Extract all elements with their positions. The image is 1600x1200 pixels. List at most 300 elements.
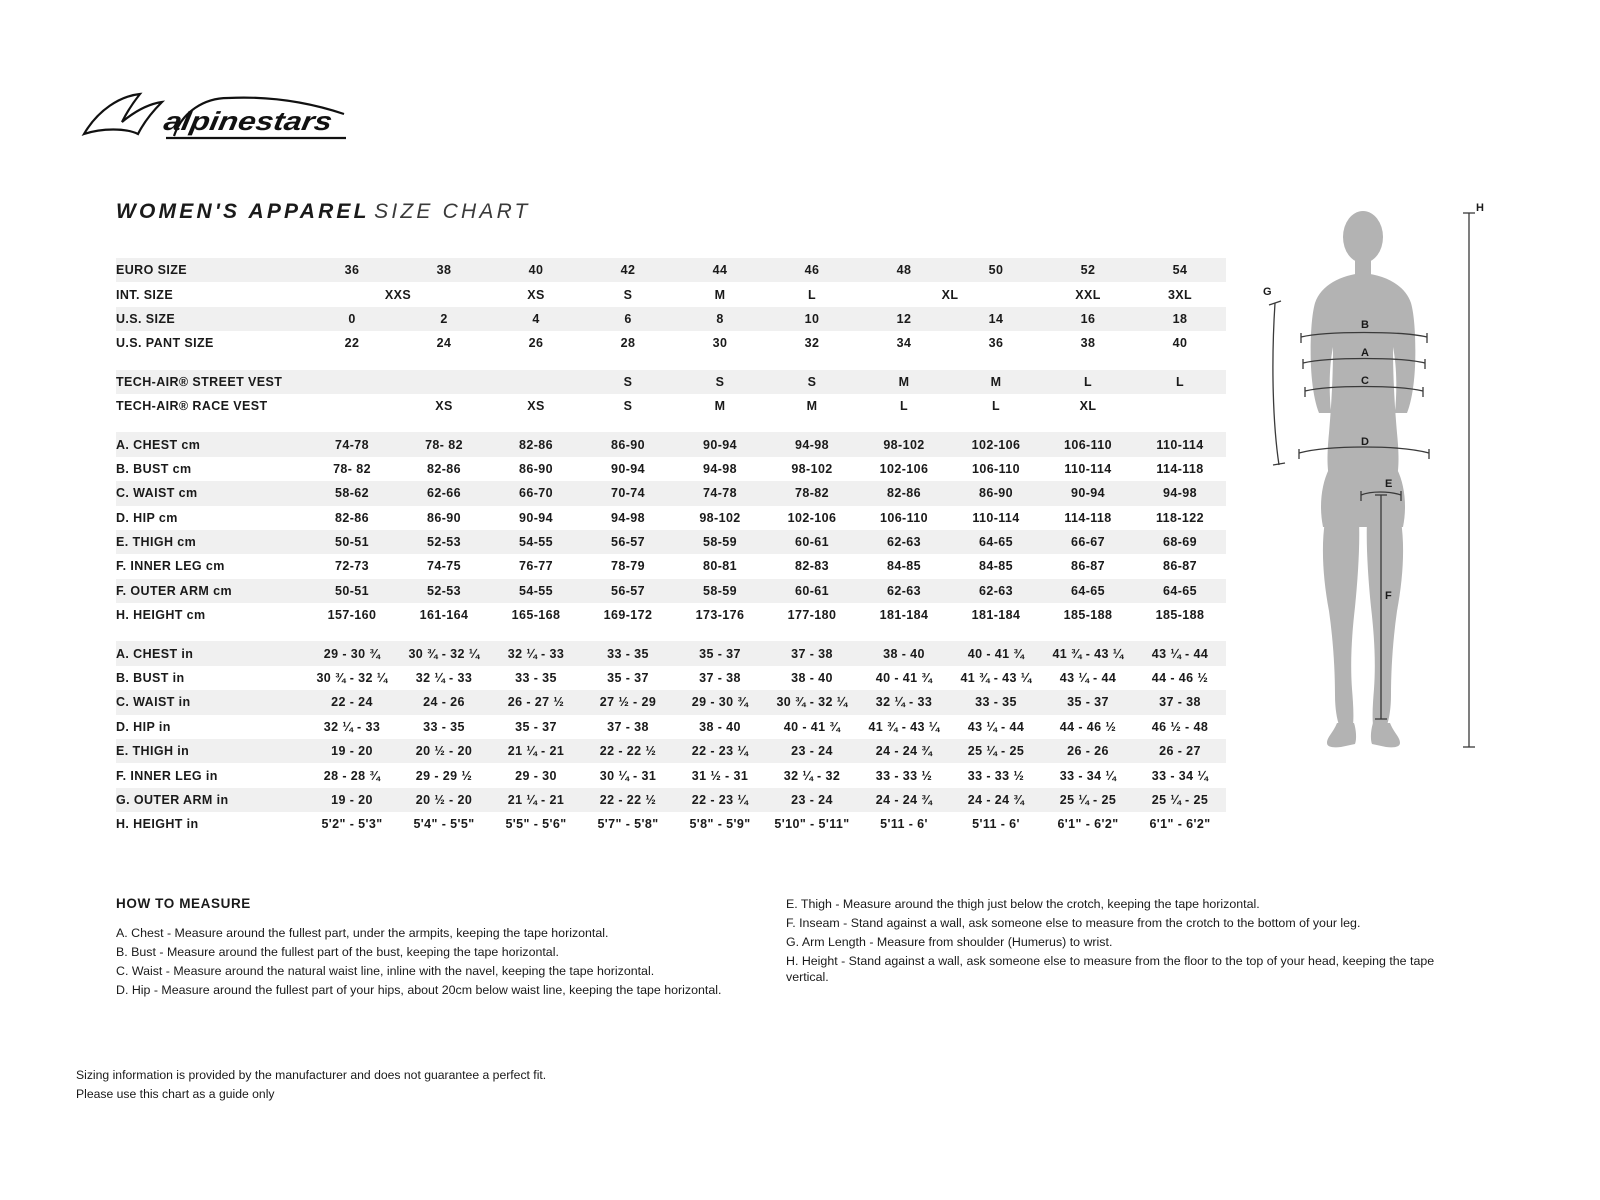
row-label: G. OUTER ARM in <box>116 788 306 812</box>
table-cell: 23 - 24 <box>766 788 858 812</box>
table-cell: 41 ¾ - 43 ¼ <box>858 715 950 739</box>
table-cell: 10 <box>766 307 858 331</box>
table-cell: 86-87 <box>1042 554 1134 578</box>
table-cell: 5'2" - 5'3" <box>306 812 398 836</box>
page-title-bold: WOMEN'S APPAREL <box>116 200 370 223</box>
table-cell: 29 - 30 <box>490 763 582 787</box>
table-cell: 86-90 <box>582 432 674 456</box>
table-row <box>116 579 1226 603</box>
figure-label-h: H <box>1476 202 1484 214</box>
table-cell: 90-94 <box>582 457 674 481</box>
row-label: U.S. PANT SIZE <box>116 331 306 355</box>
table-cell: 26 - 26 <box>1042 739 1134 763</box>
table-cell: 29 - 29 ½ <box>398 763 490 787</box>
table-row <box>116 432 1226 456</box>
table-cell: 94-98 <box>1134 481 1226 505</box>
table-cell: 86-90 <box>398 506 490 530</box>
table-cell: 114-118 <box>1042 506 1134 530</box>
table-cell: 102-106 <box>858 457 950 481</box>
table-cell: 64-65 <box>1042 579 1134 603</box>
table-cell: 32 ¼ - 33 <box>306 715 398 739</box>
table-cell: 35 - 37 <box>1042 690 1134 714</box>
table-cell: XL <box>1042 394 1134 418</box>
table-cell: 22 - 23 ¼ <box>674 788 766 812</box>
row-label: B. BUST in <box>116 666 306 690</box>
table-cell: S <box>674 370 766 394</box>
table-cell: 22 - 24 <box>306 690 398 714</box>
table-cell: 169-172 <box>582 603 674 627</box>
table-cell: M <box>858 370 950 394</box>
row-label: TECH-AIR® RACE VEST <box>116 394 306 418</box>
table-cell: 36 <box>306 258 398 282</box>
table-cell: 31 ½ - 31 <box>674 763 766 787</box>
table-cell: XL <box>858 282 1042 306</box>
table-cell: 110-114 <box>1134 432 1226 456</box>
table-cell: 50 <box>950 258 1042 282</box>
table-cell: 21 ¼ - 21 <box>490 788 582 812</box>
table-cell: 33 - 33 ½ <box>950 763 1042 787</box>
table-cell: 78-79 <box>582 554 674 578</box>
table-cell: 27 ½ - 29 <box>582 690 674 714</box>
table-cell: 35 - 37 <box>674 641 766 665</box>
table-cell: 6'1" - 6'2" <box>1042 812 1134 836</box>
table-cell: 82-86 <box>858 481 950 505</box>
table-cell: 94-98 <box>582 506 674 530</box>
how-to-measure-item: B. Bust - Measure around the fullest part of the bust, keeping the tape horizontal. <box>116 945 559 959</box>
how-to-measure-section <box>116 896 816 1001</box>
table-cell: 114-118 <box>1134 457 1226 481</box>
table-row <box>116 739 1226 763</box>
table-row <box>116 812 1226 836</box>
table-cell: 29 - 30 ¾ <box>674 690 766 714</box>
table-row <box>116 282 1226 306</box>
table-cell: M <box>766 394 858 418</box>
table-cell: 30 ¾ - 32 ¼ <box>766 690 858 714</box>
figure-label-e: E <box>1385 478 1393 490</box>
row-label: C. WAIST in <box>116 690 306 714</box>
table-cell: 19 - 20 <box>306 739 398 763</box>
female-body-diagram <box>1255 195 1515 765</box>
table-cell: 30 ¾ - 32 ¼ <box>306 666 398 690</box>
table-cell: 21 ¼ - 21 <box>490 739 582 763</box>
row-label: U.S. SIZE <box>116 307 306 331</box>
table-spacer-cell <box>116 627 1226 641</box>
row-label: D. HIP in <box>116 715 306 739</box>
table-cell: 76-77 <box>490 554 582 578</box>
table-cell: 6'1" - 6'2" <box>1134 812 1226 836</box>
body-silhouette <box>1311 211 1416 747</box>
table-cell: 44 <box>674 258 766 282</box>
row-label: B. BUST cm <box>116 457 306 481</box>
table-row <box>116 307 1226 331</box>
table-cell: 94-98 <box>766 432 858 456</box>
how-to-measure-item: F. Inseam - Stand against a wall, ask someone else to measure from the crotch to the bottom of your leg. <box>786 916 1361 930</box>
table-cell: 5'11 - 6' <box>950 812 1042 836</box>
table-cell: S <box>766 370 858 394</box>
table-cell: 56-57 <box>582 530 674 554</box>
table-cell: 24 - 24 ¾ <box>950 788 1042 812</box>
table-cell: 72-73 <box>306 554 398 578</box>
table-cell: 32 ¼ - 33 <box>490 641 582 665</box>
row-label: A. CHEST in <box>116 641 306 665</box>
table-cell: L <box>766 282 858 306</box>
table-cell: 37 - 38 <box>674 666 766 690</box>
size-table <box>116 258 1226 837</box>
table-cell: 98-102 <box>674 506 766 530</box>
row-label: H. HEIGHT in <box>116 812 306 836</box>
table-cell: 32 <box>766 331 858 355</box>
table-cell: 33 - 33 ½ <box>858 763 950 787</box>
table-cell: 44 - 46 ½ <box>1042 715 1134 739</box>
table-cell: XS <box>490 394 582 418</box>
how-to-measure-item: C. Waist - Measure around the natural waist line, inline with the navel, keeping the tape horizontal. <box>116 964 655 978</box>
table-cell: 185-188 <box>1134 603 1226 627</box>
table-row <box>116 666 1226 690</box>
how-to-measure-item: E. Thigh - Measure around the thigh just below the crotch, keeping the tape horizontal. <box>786 897 1260 911</box>
table-row <box>116 331 1226 355</box>
table-cell: 106-110 <box>858 506 950 530</box>
table-cell: 25 ¼ - 25 <box>1134 788 1226 812</box>
figure-label-c: C <box>1361 375 1369 387</box>
table-cell: 86-87 <box>1134 554 1226 578</box>
table-cell: 161-164 <box>398 603 490 627</box>
table-cell: XXS <box>306 282 490 306</box>
table-cell: 56-57 <box>582 579 674 603</box>
table-cell: 62-63 <box>858 530 950 554</box>
table-cell: 40 <box>1134 331 1226 355</box>
table-cell: 5'5" - 5'6" <box>490 812 582 836</box>
table-cell: 40 - 41 ¾ <box>858 666 950 690</box>
table-cell: 30 <box>674 331 766 355</box>
table-cell: XS <box>490 282 582 306</box>
table-cell: 43 ¼ - 44 <box>1134 641 1226 665</box>
table-cell: 82-83 <box>766 554 858 578</box>
table-cell: 52-53 <box>398 530 490 554</box>
table-row <box>116 258 1226 282</box>
table-cell: 66-70 <box>490 481 582 505</box>
table-cell: 62-63 <box>858 579 950 603</box>
table-cell: 40 - 41 ¾ <box>950 641 1042 665</box>
table-cell: 24 - 24 ¾ <box>858 739 950 763</box>
how-to-measure-section-right <box>786 896 1456 988</box>
table-cell: 70-74 <box>582 481 674 505</box>
figure-label-f: F <box>1385 590 1392 602</box>
table-cell: 38 - 40 <box>674 715 766 739</box>
table-cell: 82-86 <box>306 506 398 530</box>
table-cell: 32 ¼ - 33 <box>858 690 950 714</box>
table-cell: 33 - 34 ¼ <box>1042 763 1134 787</box>
table-cell: 98-102 <box>766 457 858 481</box>
table-cell: 0 <box>306 307 398 331</box>
table-cell: 33 - 35 <box>398 715 490 739</box>
table-cell: 18 <box>1134 307 1226 331</box>
how-to-measure-item: A. Chest - Measure around the fullest part, under the armpits, keeping the tape horizontal. <box>116 926 609 940</box>
svg-text:alpinestars: alpinestars <box>161 106 305 136</box>
table-cell: 22 - 22 ½ <box>582 788 674 812</box>
table-cell: 185-188 <box>1042 603 1134 627</box>
table-cell: 181-184 <box>858 603 950 627</box>
table-cell: 94-98 <box>674 457 766 481</box>
table-cell: 26 - 27 <box>1134 739 1226 763</box>
table-cell: 34 <box>858 331 950 355</box>
table-cell: 20 ½ - 20 <box>398 739 490 763</box>
table-cell: 80-81 <box>674 554 766 578</box>
table-cell: 48 <box>858 258 950 282</box>
table-cell: 35 - 37 <box>490 715 582 739</box>
table-cell: 35 - 37 <box>582 666 674 690</box>
table-row <box>116 641 1226 665</box>
row-label: D. HIP cm <box>116 506 306 530</box>
table-cell: 46 <box>766 258 858 282</box>
table-cell: 12 <box>858 307 950 331</box>
table-cell: 28 <box>582 331 674 355</box>
row-label: TECH-AIR® STREET VEST <box>116 370 306 394</box>
table-cell: 37 - 38 <box>766 641 858 665</box>
footer-line-1: Sizing information is provided by the manufacturer and does not guarantee a perfect fit. <box>76 1068 547 1082</box>
row-label: A. CHEST cm <box>116 432 306 456</box>
table-cell: 26 <box>490 331 582 355</box>
table-cell: XS <box>398 394 490 418</box>
table-cell: 40 - 41 ¾ <box>766 715 858 739</box>
table-cell: 54-55 <box>490 579 582 603</box>
table-cell: S <box>582 282 674 306</box>
table-cell: 5'8" - 5'9" <box>674 812 766 836</box>
size-table-body <box>116 258 1226 837</box>
table-cell: 4 <box>490 307 582 331</box>
table-cell: 25 ¼ - 25 <box>950 739 1042 763</box>
table-cell: 78- 82 <box>306 457 398 481</box>
table-cell: 58-59 <box>674 530 766 554</box>
row-label: F. INNER LEG in <box>116 763 306 787</box>
row-label: E. THIGH in <box>116 739 306 763</box>
table-cell: 33 - 35 <box>582 641 674 665</box>
table-cell: 37 - 38 <box>582 715 674 739</box>
footer-disclaimer <box>76 1066 546 1104</box>
table-cell: 22 <box>306 331 398 355</box>
table-cell: 3XL <box>1134 282 1226 306</box>
table-cell: 82-86 <box>398 457 490 481</box>
table-cell: 165-168 <box>490 603 582 627</box>
table-cell: 86-90 <box>950 481 1042 505</box>
table-cell: 25 ¼ - 25 <box>1042 788 1134 812</box>
table-cell: 46 ½ - 48 <box>1134 715 1226 739</box>
table-cell: 24 - 26 <box>398 690 490 714</box>
table-cell: 16 <box>1042 307 1134 331</box>
table-cell: 110-114 <box>950 506 1042 530</box>
table-cell: 58-62 <box>306 481 398 505</box>
table-spacer-cell <box>116 356 1226 370</box>
table-row <box>116 603 1226 627</box>
table-row <box>116 457 1226 481</box>
table-cell: M <box>950 370 1042 394</box>
table-cell: 84-85 <box>858 554 950 578</box>
table-cell: 102-106 <box>766 506 858 530</box>
table-spacer-row <box>116 418 1226 432</box>
table-cell: L <box>1042 370 1134 394</box>
table-cell: 33 - 35 <box>490 666 582 690</box>
how-to-measure-item: G. Arm Length - Measure from shoulder (Humerus) to wrist. <box>786 935 1113 949</box>
page-title-light: SIZE CHART <box>374 200 531 223</box>
table-cell: S <box>582 394 674 418</box>
table-spacer-row <box>116 356 1226 370</box>
table-cell: 74-75 <box>398 554 490 578</box>
table-row <box>116 481 1226 505</box>
table-cell: L <box>950 394 1042 418</box>
table-row <box>116 763 1226 787</box>
table-cell: 74-78 <box>674 481 766 505</box>
row-label: E. THIGH cm <box>116 530 306 554</box>
table-cell: 24 - 24 ¾ <box>858 788 950 812</box>
table-cell: L <box>858 394 950 418</box>
table-cell: 64-65 <box>1134 579 1226 603</box>
table-row <box>116 394 1226 418</box>
table-cell: 5'7" - 5'8" <box>582 812 674 836</box>
table-cell: 41 ¾ - 43 ¼ <box>1042 641 1134 665</box>
table-cell: 68-69 <box>1134 530 1226 554</box>
table-cell: 60-61 <box>766 530 858 554</box>
table-cell: 14 <box>950 307 1042 331</box>
table-row <box>116 554 1226 578</box>
table-cell: 181-184 <box>950 603 1042 627</box>
table-cell: 78- 82 <box>398 432 490 456</box>
table-cell: 41 ¾ - 43 ¼ <box>950 666 1042 690</box>
table-cell: M <box>674 394 766 418</box>
table-cell: 43 ¼ - 44 <box>1042 666 1134 690</box>
table-cell: 106-110 <box>950 457 1042 481</box>
table-cell: 33 - 35 <box>950 690 1042 714</box>
table-row <box>116 788 1226 812</box>
logo-mark <box>78 88 348 144</box>
table-cell: 58-59 <box>674 579 766 603</box>
table-cell: 2 <box>398 307 490 331</box>
table-cell: S <box>582 370 674 394</box>
table-cell: 8 <box>674 307 766 331</box>
footer-line-2: Please use this chart as a guide only <box>76 1087 275 1101</box>
table-cell: 52-53 <box>398 579 490 603</box>
figure-label-d: D <box>1361 436 1369 448</box>
table-cell: 118-122 <box>1134 506 1226 530</box>
table-cell: 38 - 40 <box>858 641 950 665</box>
table-cell: 22 - 23 ¼ <box>674 739 766 763</box>
table-cell: 52 <box>1042 258 1134 282</box>
alpinestars-logo <box>78 88 348 144</box>
table-cell: 26 - 27 ½ <box>490 690 582 714</box>
table-cell: 62-63 <box>950 579 1042 603</box>
table-cell: 98-102 <box>858 432 950 456</box>
how-to-measure-item: D. Hip - Measure around the fullest part of your hips, about 20cm below waist line, keeping the tape horizontal. <box>116 983 722 997</box>
table-cell: 62-66 <box>398 481 490 505</box>
table-cell: 90-94 <box>674 432 766 456</box>
how-to-measure-item: H. Height - Stand against a wall, ask someone else to measure from the floor to the top of your head, keeping the tape vertical. <box>786 954 1435 984</box>
table-cell: 78-82 <box>766 481 858 505</box>
table-cell: 90-94 <box>1042 481 1134 505</box>
table-cell: 36 <box>950 331 1042 355</box>
table-cell: 64-65 <box>950 530 1042 554</box>
table-cell: 6 <box>582 307 674 331</box>
table-cell: M <box>674 282 766 306</box>
table-cell: 20 ½ - 20 <box>398 788 490 812</box>
table-cell: 23 - 24 <box>766 739 858 763</box>
how-to-measure-heading: HOW TO MEASURE <box>116 896 251 911</box>
table-cell: 42 <box>582 258 674 282</box>
table-cell: 106-110 <box>1042 432 1134 456</box>
table-cell: 38 - 40 <box>766 666 858 690</box>
table-row <box>116 690 1226 714</box>
table-cell <box>306 394 398 418</box>
table-cell: 40 <box>490 258 582 282</box>
table-cell: 5'10" - 5'11" <box>766 812 858 836</box>
table-cell <box>398 370 490 394</box>
table-spacer-cell <box>116 418 1226 432</box>
table-cell: 43 ¼ - 44 <box>950 715 1042 739</box>
table-cell: 157-160 <box>306 603 398 627</box>
row-label: F. OUTER ARM cm <box>116 579 306 603</box>
row-label: F. INNER LEG cm <box>116 554 306 578</box>
table-cell: 37 - 38 <box>1134 690 1226 714</box>
table-cell: XXL <box>1042 282 1134 306</box>
table-cell <box>306 370 398 394</box>
measurement-figure <box>1255 195 1515 765</box>
table-cell <box>490 370 582 394</box>
table-cell: 30 ¾ - 32 ¼ <box>398 641 490 665</box>
table-row <box>116 715 1226 739</box>
figure-label-b: B <box>1361 319 1369 331</box>
figure-label-a: A <box>1361 347 1369 359</box>
table-cell: 28 - 28 ¾ <box>306 763 398 787</box>
table-cell: 173-176 <box>674 603 766 627</box>
table-cell: L <box>1134 370 1226 394</box>
table-cell: 84-85 <box>950 554 1042 578</box>
row-label: INT. SIZE <box>116 282 306 306</box>
table-cell: 66-67 <box>1042 530 1134 554</box>
table-row <box>116 506 1226 530</box>
table-cell: 74-78 <box>306 432 398 456</box>
figure-label-g: G <box>1263 286 1272 298</box>
table-cell: 38 <box>398 258 490 282</box>
table-cell: 90-94 <box>490 506 582 530</box>
table-cell: 86-90 <box>490 457 582 481</box>
table-cell: 38 <box>1042 331 1134 355</box>
table-row <box>116 530 1226 554</box>
table-spacer-row <box>116 627 1226 641</box>
table-cell: 44 - 46 ½ <box>1134 666 1226 690</box>
table-cell: 32 ¼ - 33 <box>398 666 490 690</box>
table-cell: 177-180 <box>766 603 858 627</box>
table-cell: 22 - 22 ½ <box>582 739 674 763</box>
row-label: EURO SIZE <box>116 258 306 282</box>
table-cell: 29 - 30 ¾ <box>306 641 398 665</box>
table-cell: 5'4" - 5'5" <box>398 812 490 836</box>
table-cell: 54-55 <box>490 530 582 554</box>
row-label: C. WAIST cm <box>116 481 306 505</box>
table-cell: 82-86 <box>490 432 582 456</box>
table-cell: 19 - 20 <box>306 788 398 812</box>
table-cell: 50-51 <box>306 530 398 554</box>
table-cell: 33 - 34 ¼ <box>1134 763 1226 787</box>
table-cell: 30 ¼ - 31 <box>582 763 674 787</box>
page-title <box>116 200 531 224</box>
table-cell: 60-61 <box>766 579 858 603</box>
table-cell: 54 <box>1134 258 1226 282</box>
table-row <box>116 370 1226 394</box>
table-cell: 102-106 <box>950 432 1042 456</box>
table-cell <box>1134 394 1226 418</box>
table-cell: 32 ¼ - 32 <box>766 763 858 787</box>
table-cell: 110-114 <box>1042 457 1134 481</box>
table-cell: 50-51 <box>306 579 398 603</box>
table-cell: 5'11 - 6' <box>858 812 950 836</box>
table-cell: 24 <box>398 331 490 355</box>
